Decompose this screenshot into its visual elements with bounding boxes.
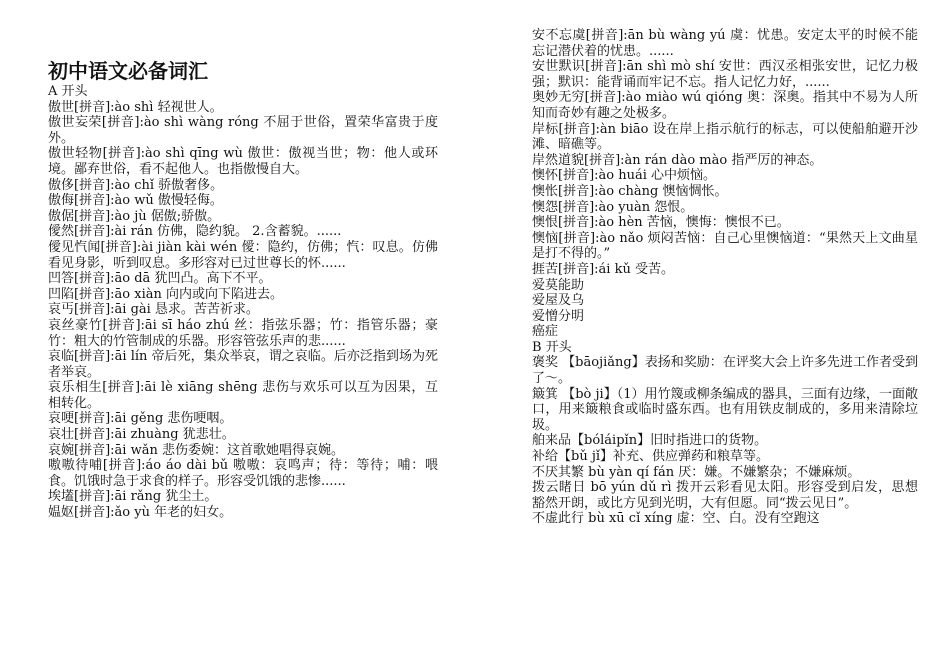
vocab-entry: 哀丐[拼音]:āi gài 恳求。苦苦祈求。 — [48, 302, 259, 318]
vocab-entry: 爱莫能助 — [532, 277, 585, 293]
vocab-entry: 傲世妄荣[拼音]:ào shì wàng róng 不屈于世俗，置荣华富贵于度外。 — [48, 115, 438, 146]
vocab-entry: 凹陷[拼音]:āo xiàn 向内或向下陷进去。 — [48, 286, 283, 302]
vocab-entry: 僾然[拼音]:ài rán 仿佛，隐约貌。 2.含蓄貌。...... — [48, 224, 342, 240]
vocab-entry: 懊恨[拼音]:ào hèn 苦恼，懊悔：懊恨不已。 — [532, 215, 790, 231]
vocab-entry: 哀乐相生[拼音]:āi lè xiāng shēng 悲伤与欢乐可以互为因果，互相转化。 — [48, 380, 438, 411]
vocab-entry: 哀丝豪竹[拼音]:āi sī háo zhú 丝：指弦乐器；竹：指管乐器；豪竹：粗大的竹管制成的乐器。形容管弦乐声的悲...... — [48, 317, 438, 349]
vocab-entry: 爱屋及乌 — [532, 293, 585, 309]
section-heading: B 开头 — [532, 339, 572, 355]
vocab-entry: 埃壒[拼音]:āi rǎng 犹尘土。 — [48, 489, 218, 505]
section-heading: A 开头 — [48, 84, 88, 99]
vocab-entry: 哀哽[拼音]:āi gěng 悲伤哽咽。 — [48, 411, 233, 427]
vocab-entry: 簸箕 【bò ji】（1）用竹篾或柳条编成的器具，三面有边缘，一面敞口，用来簸粮食或临时盛东西。也有用铁皮制成的，多用来清除垃圾。 — [532, 386, 918, 433]
vocab-entry: 凹答[拼音]:āo dā 犹凹凸。高下不平。 — [48, 271, 272, 287]
vocab-entry: 拨云睹日 bō yún dǔ rì 拨开云彩看见太阳。形容受到启发，思想豁然开朗，或比方见到光明，大有但愿。同“拨云见日”。 — [532, 480, 918, 511]
vocab-entry: 补给【bǔ jǐ】补充、供应弹药和粮草等。 — [532, 449, 770, 465]
vocab-entry: 岸然道貌[拼音]:àn rán dào mào 指严厉的神态。 — [532, 152, 823, 168]
vocab-entry: 僾见忾闻[拼音]:ài jiàn kài wén 僾：隐约，仿佛；忾：叹息。仿佛看见身影，听到叹息。多形容对已过世尊长的怀...... — [48, 239, 438, 271]
left-column — [48, 60, 438, 521]
vocab-entry: 安不忘虞[拼音]:ān bù wàng yú 虞：忧患。安定太平的时候不能忘记潜伏着的忧患。...... — [532, 28, 918, 59]
vocab-entry: 懊怅[拼音]:ào chàng 懊恼惆怅。 — [532, 183, 728, 199]
left-entry-list — [48, 84, 438, 521]
vocab-entry: 哀临[拼音]:āi lín 帝后死，集众举哀，谓之哀临。后亦泛指到场为死者举哀。 — [48, 349, 438, 380]
vocab-entry: 傲侮[拼音]:ào wǔ 傲慢轻侮。 — [48, 193, 223, 209]
vocab-entry: 捱苦[拼音]:ái kǔ 受苦。 — [532, 261, 674, 277]
vocab-entry: 傲世轻物[拼音]:ào shì qīng wù 傲世：傲视当世；物：他人或环境。鄙弃世俗，看不起他人。也指傲慢自大。 — [48, 146, 438, 177]
vocab-entry: 媪妪[拼音]:ǎo yù 年老的妇女。 — [48, 505, 233, 521]
vocab-entry: 安世默识[拼音]:ān shì mò shí 安世：西汉丞相张安世，记忆力极强；默识：能背诵而牢记不忘。指人记忆力好，...... — [532, 59, 918, 90]
vocab-entry: 岸标[拼音]:àn biāo 设在岸上指示航行的标志，可以使船舶避开沙滩、暗礁等。 — [532, 121, 918, 153]
vocab-entry: 傲倨[拼音]:ào jù 倨傲;骄傲。 — [48, 208, 221, 224]
vocab-entry: 懊恼[拼音]:ào nǎo 烦闷苦恼：自己心里懊恼道：“果然天上文曲星是打不得的。” — [532, 230, 918, 262]
vocab-entry: 懊怀[拼音]:ào huái 心中烦恼。 — [532, 168, 717, 184]
vocab-entry: 嗷嗷待哺[拼音]:áo áo dài bǔ 嗷嗷：哀鸣声；待：等待；哺：喂食。饥饿时急于求食的样子。形容受饥饿的悲惨...... — [48, 458, 438, 489]
vocab-entry: 不厌其繁 bù yàn qí fán 厌：嫌。不嫌繁杂；不嫌麻烦。 — [532, 464, 861, 480]
right-entry-list — [532, 28, 918, 527]
vocab-entry: 傲侈[拼音]:ào chǐ 骄傲奢侈。 — [48, 177, 224, 193]
vocab-entry: 懊怨[拼音]:ào yuàn 怨恨。 — [532, 199, 694, 215]
vocab-entry: 哀婉[拼音]:āi wǎn 悲伤委婉：这首歌她唱得哀婉。 — [48, 442, 344, 458]
page-title: 初中语文必备词汇 — [48, 59, 208, 83]
vocab-entry: 不虚此行 bù xū cǐ xíng 虚：空、白。没有空跑这 — [532, 511, 820, 527]
vocab-entry: 奥妙无穷[拼音]:ào miào wú qióng 奥：深奥。指其中不易为人所知而奇妙有趣之处极多。 — [532, 90, 918, 121]
vocab-entry: 褒奖 【bāojiǎng】表扬和奖励：在评奖大会上许多先进工作者受到了～。 — [532, 355, 918, 387]
vocab-entry: 爱憎分明 — [532, 308, 585, 324]
vocab-entry: 哀壮[拼音]:āi zhuàng 犹悲壮。 — [48, 427, 235, 443]
vocab-entry: 舶来品【bóláipǐn】旧时指进口的货物。 — [532, 433, 768, 449]
vocab-entry: 傲世[拼音]:ào shì 轻视世人。 — [48, 99, 223, 115]
right-column — [532, 28, 918, 527]
vocab-entry: 癌症 — [532, 324, 559, 340]
